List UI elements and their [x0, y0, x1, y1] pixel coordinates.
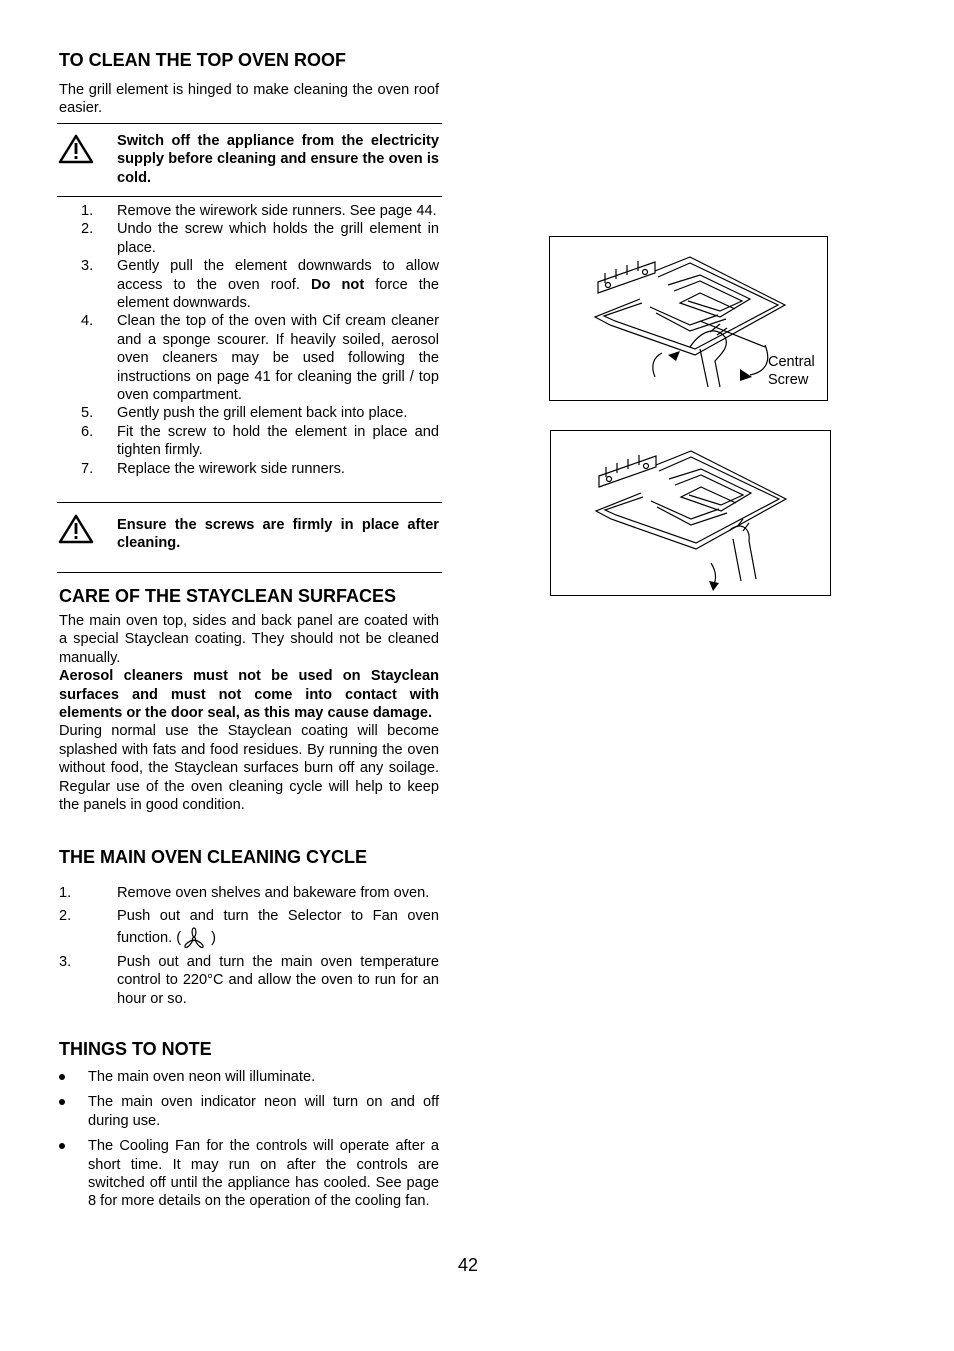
fan-icon — [182, 926, 206, 950]
note-bullet-list — [59, 1068, 439, 1211]
section-heading-cycle: THE MAIN OVEN CLEANING CYCLE — [59, 847, 368, 867]
grill-element-illustration — [550, 237, 827, 400]
step-text-part: ) — [207, 929, 217, 946]
warning-triangle-icon — [57, 510, 95, 546]
section-heading-stayclean: CARE OF THE STAYCLEAN SURFACES — [59, 586, 397, 606]
warning-triangle-icon — [57, 130, 95, 166]
list-item — [59, 423, 439, 460]
roof-intro: The grill element is hinged to make cleaning the oven roof easier. — [59, 82, 439, 117]
step-text: Gently push the grill element back into place. — [117, 405, 408, 422]
figure-label-line2: Screw — [768, 372, 809, 388]
list-item — [59, 312, 439, 404]
section-heading-note: THINGS TO NOTE — [59, 1039, 212, 1059]
list-item — [59, 404, 439, 422]
step-number: 6. — [81, 423, 94, 440]
grill-element-figure-screw — [549, 236, 828, 401]
stayclean-warning-paragraph: Aerosol cleaners must not be used on Stayclean surfaces and must not come into contact with elements or the door seal, as this may cause damage. — [59, 668, 439, 722]
step-text: Remove the wirework side runners. See page 44. — [117, 203, 437, 219]
grill-element-figure-lower — [550, 430, 831, 596]
stayclean-paragraph: The main oven top, sides and back panel are coated with a special Stayclean coating. They should not be cleaned manually. — [59, 613, 439, 666]
step-text-part: force the element downwards. — [117, 276, 440, 312]
step-text: Replace the wirework side runners. — [117, 460, 345, 477]
step-number: 5. — [81, 405, 94, 422]
divider — [57, 572, 442, 573]
section-heading-roof: TO CLEAN THE TOP OVEN ROOF — [59, 50, 347, 70]
bullet-text: The main oven indicator neon will turn on and off during use. — [88, 1094, 439, 1129]
list-item — [59, 202, 439, 220]
step-number: 2. — [59, 908, 72, 925]
step-text: Push out and turn the main oven temperature control to 220°C and allow the oven to run for an hour or so. — [117, 953, 439, 1007]
step-number: 4. — [81, 313, 94, 330]
list-item — [59, 884, 439, 902]
list-item — [59, 907, 439, 949]
step-number: 3. — [59, 953, 72, 970]
bullet-icon — [59, 1143, 65, 1149]
bullet-icon — [59, 1074, 65, 1080]
step-text-emphasis: Do not — [310, 276, 365, 293]
grill-element-illustration — [551, 431, 830, 595]
step-number: 3. — [81, 258, 94, 275]
bullet-text: The main oven neon will illuminate. — [88, 1069, 316, 1085]
page-number: 42 — [458, 1255, 479, 1275]
step-number: 7. — [81, 460, 94, 477]
step-text-part: Gently pull the element downwards to allow access to the oven roof. — [117, 258, 439, 293]
step-text: Clean the top of the oven with Cif cream cleaner and a sponge scourer. If heavily soiled, aerosol oven cleaners may be used following the instructions on page 41 for cleaning the grill / top oven compartment. — [117, 313, 439, 404]
cycle-steps-list — [59, 884, 439, 1008]
list-item — [59, 1137, 439, 1211]
list-item — [59, 1093, 439, 1130]
step-text — [117, 257, 439, 312]
step-text-part: Push out and turn the Selector to Fan oven function. ( — [117, 908, 439, 946]
list-item — [59, 460, 439, 478]
figure-label-line1: Central — [768, 354, 815, 370]
list-item — [59, 1068, 439, 1086]
divider — [57, 123, 442, 124]
step-number: 1. — [81, 203, 94, 219]
divider — [57, 502, 442, 503]
bullet-text: The Cooling Fan for the controls will operate after a short time. It may run on after the controls are switched off until the appliance has cooled. See page 8 for more details on the operation of the cooling fan. — [88, 1138, 439, 1210]
step-text — [117, 907, 439, 949]
step-number: 2. — [81, 221, 94, 238]
stayclean-paragraph: During normal use the Stayclean coating will become splashed with fats and food residues. By running the oven without food, the Stayclean surfaces burn off any soilage. Regular use of the oven cleaning cycle will help to keep the panels in good condition. — [59, 723, 439, 814]
step-number: 1. — [59, 885, 72, 901]
warning-text: Ensure the screws are firmly in place after cleaning. — [117, 517, 439, 552]
bullet-icon — [59, 1099, 65, 1105]
roof-steps-list — [59, 202, 439, 478]
warning-text: Switch off the appliance from the electricity supply before cleaning and ensure the oven is cold. — [117, 133, 439, 186]
list-item — [59, 257, 439, 312]
divider — [57, 196, 442, 197]
step-text: Remove oven shelves and bakeware from oven. — [117, 885, 430, 901]
step-text: Fit the screw to hold the element in place and tighten firmly. — [117, 423, 439, 459]
list-item — [59, 220, 439, 257]
step-text: Undo the screw which holds the grill element in place. — [117, 221, 439, 256]
list-item — [59, 953, 439, 1008]
